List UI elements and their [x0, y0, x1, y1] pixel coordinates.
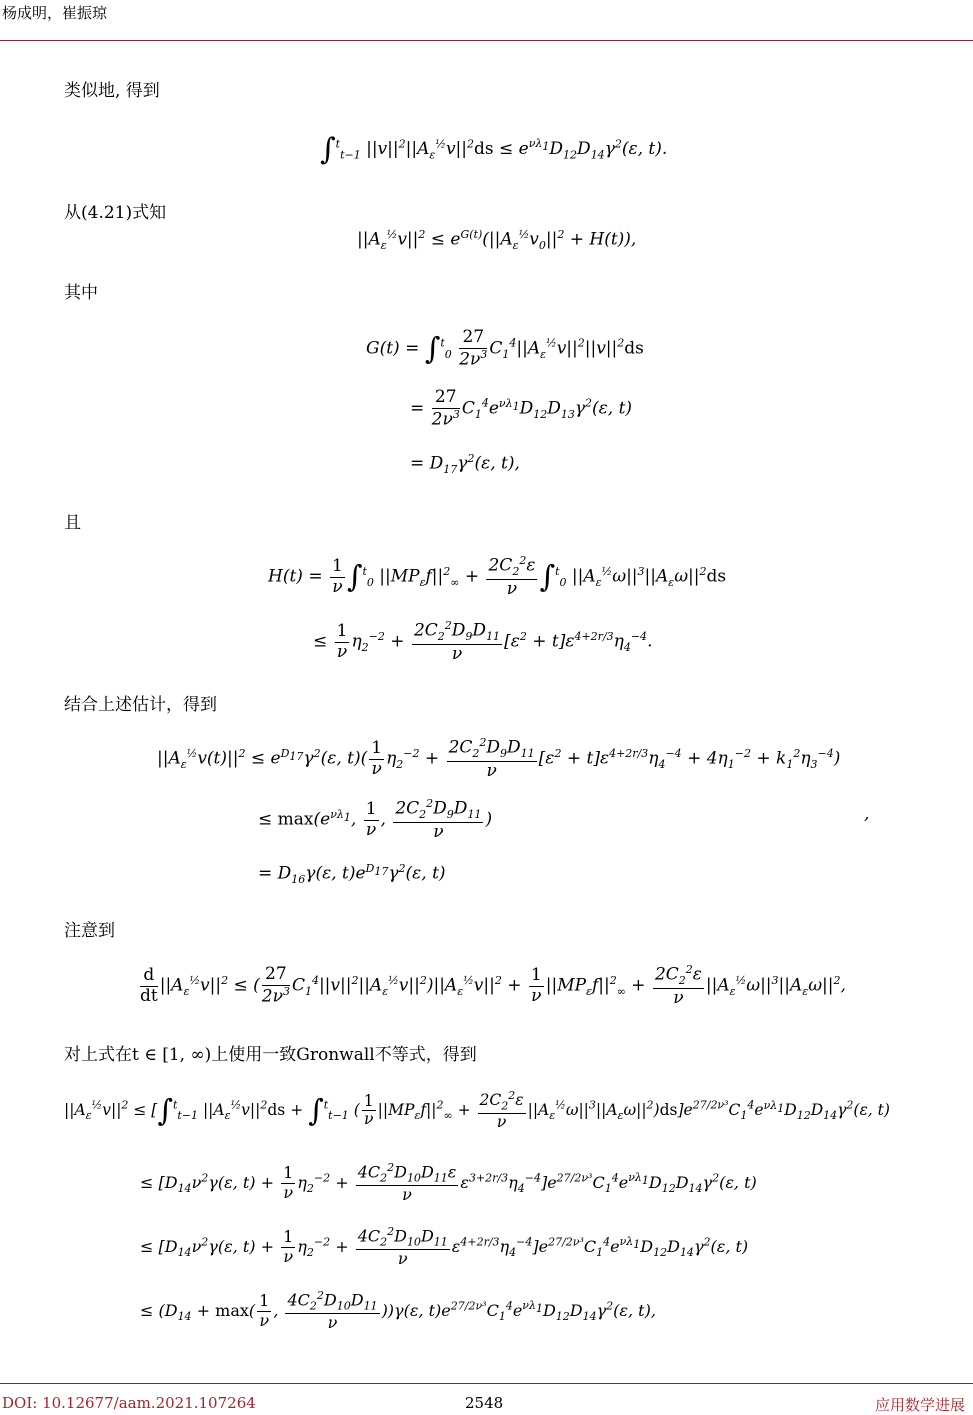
equation-combine-line1: $||A_\varepsilon^{\frac{1}{2}}v(t)||^2 \le e^{D_{17}}\gamma^2(\varepsilon$, t)( $\frac{1}{\nu}$ $\eta_2^{-2}$ + $\frac{2C_2^2D_9D_{11}}{\nu}$ $[\varepsilon^2 + t]\varepsilon^{4+2r/3}\eta_4^{-4} + 4\eta_1^{-2} + k_1^2\eta_3^{-4}$) [157, 736, 841, 781]
header-authors: 杨成明，崔振琼 [2, 4, 108, 22]
paragraph-and: 且 [64, 513, 81, 533]
equation-combine-line3: = $D_{16}\gamma(\varepsilon$, $t)e^{D_{17}}\gamma^2(\varepsilon$, t) [258, 862, 446, 887]
paragraph-note: 注意到 [64, 921, 115, 941]
equation-gronwall-line3: ≤ [$D_{14}\nu^2\gamma(\varepsilon$, t) + $\frac{1}{\nu}$ $\eta_2^{-2}$ + $\frac{4C_2^2D_{10}D_{11}}{\nu}$ $\varepsilon^{4+2r/3}\eta_4^{-4}]e^{27/2\nu^3}C_1^4e^{\nu\lambda_1}D_{12}D_{14}\gamma^2(\varepsilon$, t) [140, 1225, 749, 1269]
equation-gronwall-line2: ≤ [$D_{14}\nu^2\gamma(\varepsilon$, t) + $\frac{1}{\nu}$ $\eta_2^{-2}$ + $\frac{4C_2^2D_{10}D_{11}\varepsilon}{\nu}$ $\varepsilon^{3+2r/3}\eta_4^{-4}]e^{27/2\nu^3}C_1^4e^{\nu\lambda_1}D_{12}D_{14}\gamma^2(\varepsilon$, t) [140, 1161, 757, 1205]
equation-H-line2: ≤ $\frac{1}{\nu}$ $\eta_2^{-2}$ + $\frac{2C_2^2D_9D_{11}}{\nu}$ $[\varepsilon^2 + t]\varepsilon^{4+2r/3}\eta_4^{-4}$. [313, 619, 653, 664]
page-number: 2548 [465, 1394, 504, 1412]
equation-1: ∫$^t_{t-1}$ $||v||^2||A_\varepsilon^{\frac{1}{2}}v||^2ds \le e^{\nu\lambda_1}D_{12}D_{14}\gamma^2(\varepsilon$, t). [320, 132, 668, 167]
equation-combine-line2: ≤ $\max(e^{\nu\lambda_1}$, $\frac{1}{\nu}$ , $\frac{2C_2^2D_9D_{11}}{\nu}$ ) [258, 797, 493, 842]
equation-G-line3: = $D_{17}\gamma^2(\varepsilon$, t), [410, 452, 520, 477]
equation-combine-comma: , [864, 804, 870, 824]
paragraph-where: 其中 [64, 283, 98, 303]
equation-gronwall-line4: ≤ ($D_{14} + \max$( $\frac{1}{\nu}$ , $\frac{4C_2^2D_{10}D_{11}}{\nu}$ ))γ(ε, $t)e^{27/2\nu^3}C_1^4e^{\nu\lambda_1}D_{12}D_{14}\gamma^2(\varepsilon$, t), [140, 1289, 656, 1333]
footer-rule [0, 1383, 973, 1384]
equation-gronwall-line1: $||A_\varepsilon^{\frac{1}{2}}v||^2 \le [\int^t_{t-1}$ $||A_\varepsilon^{\frac{1}{2}}v||^2ds + \int^t_{t-1}$ ( $\frac{1}{\nu}$ $||MP_\varepsilon f||^2_\infty$ + $\frac{2C_2^2\varepsilon}{\nu}$ $||A_\varepsilon^{\frac{1}{2}}\omega||^3||A_\varepsilon\omega||^2)ds]e^{27/2\nu^3}C_1^4e^{\nu\lambda_1}D_{12}D_{14}\gamma^2(\varepsilon$, t) [64, 1089, 890, 1131]
footer-doi-link[interactable]: DOI: 10.12677/aam.2021.107264 [2, 1394, 256, 1412]
equation-G-line2: = $\frac{27}{2\nu^3}$ $C_1^4e^{\nu\lambda_1}D_{12}D_{13}\gamma^2(\varepsilon$, t) [410, 387, 633, 430]
footer-journal-link[interactable]: 应用数学进展 [874, 1396, 965, 1414]
paragraph-combine: 结合上述估计，得到 [64, 695, 217, 715]
equation-H-line1: H(t) = $\frac{1}{\nu}$ ∫$^t_0$ $||MP_\varepsilon f||^2_\infty$ + $\frac{2C_2^2\varepsilon}{\nu}$ ∫$^t_0$ $||A_\varepsilon^{\frac{1}{2}}\omega||^3||A_\varepsilon\omega||^2ds$ [268, 554, 727, 599]
equation-2: $||A_\varepsilon^{\frac{1}{2}}v||^2 \le e^{G(t)}(||A_\varepsilon^{\frac{1}{2}}v_0||^2 + H(t))$, [357, 228, 637, 253]
paragraph-from-4-21: 从(4.21)式知 [64, 203, 167, 223]
paragraph-gronwall: 对上式在t ∈ [1, ∞)上使用一致Gronwall不等式，得到 [64, 1045, 477, 1065]
equation-derivative: $\frac{d}{dt}$ $||A_\varepsilon^{\frac{1}{2}}v||^2$ ≤ ( $\frac{27}{2\nu^3}$ $C_1^4||v||^2||A_\varepsilon^{\frac{1}{2}}v||^2)||A_\varepsilon^{\frac{1}{2}}v||^2$ + $\frac{1}{\nu}$ $||MP_\varepsilon f||^2_\infty$ + $\frac{2C_2^2\varepsilon}{\nu}$ $||A_\varepsilon^{\frac{1}{2}}\omega||^3||A_\varepsilon\omega||^2$, [140, 963, 846, 1008]
page-header [0, 0, 973, 41]
paragraph-similarly: 类似地, 得到 [64, 81, 160, 101]
equation-G-line1: G(t) = ∫$^t_0$ $\frac{27}{2\nu^3}$ $C_1^4||A_\varepsilon^{\frac{1}{2}}v||^2||v||^2ds$ [366, 327, 644, 370]
